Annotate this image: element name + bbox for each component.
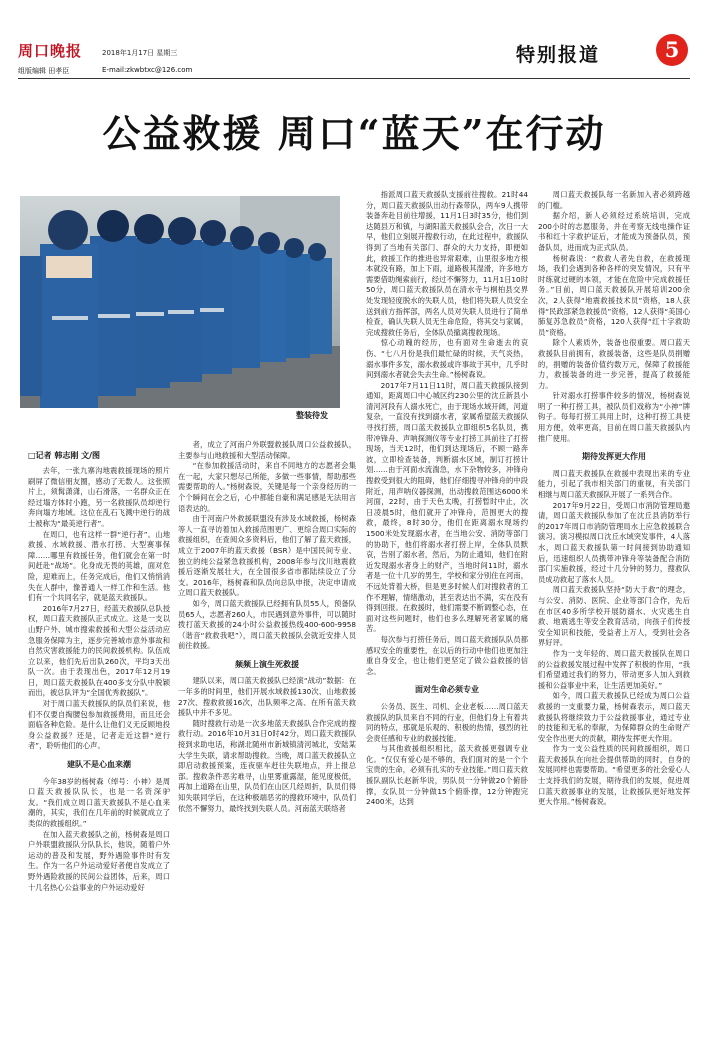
paragraph: 2016年7月27日，经蓝天救援队总队授权，周口蓝天救援队正式成立。这是一支以山野户外、城市搜索救援和大型公益活动应急服务保障为主，逐步完善城市意外事故和自然灾害救援能力的民间救援机构。队伍成立以来，他们先后出队260次，平均3天出队一次。由于表现出色，2017年12月19日，周口蓝天救援队在400多支分队中脱颖而出，被总队评为“全国优秀救援队”。 bbox=[28, 603, 170, 698]
paragraph: 在加入蓝天救援队之前，杨树森是周口户外联盟救援队分队队长，他说，随着户外运动的普及和发展，野外遇险事件时有发生。作为一名户外运动爱好者便自发成立了野外遇险救援的民间公益团体，后来，周口十几名热心公益事业的户外运动爱好 bbox=[28, 829, 170, 892]
paragraph: 在周口，也有这样一群“逆行者”。山地救援、水域救援、潜水打捞、大型赛事保障……哪里有救援任务，他们就会在第一时间赶赴“战场”。化身成无畏的英雄，面对危险，迎难而上，任务完成后，他们又悄悄消失在人群中，像普通人一样工作和生活。他们有一个共同名字，就是蓝天救援队。 bbox=[28, 529, 170, 603]
paragraph: 据介绍，新人必须经过系统培训，完成200小时的志愿服务，并在考察无线电操作证书和红十字救护证后，才能成为预备队员，预备队员，进而成为正式队员。 bbox=[538, 211, 690, 252]
paragraph: 指派周口蓝天救援队支援前往搜救。21时44分，周口蓝天救援队出动行森带队，两车9人携带装备奔赴目前往增援，11月1日3时35分，他们到达随县万和镇，与湖阳蓝天救援队会合，次日一大早，他们立刻展开搜救行动，在此过程中，救援队得到了当地有关部门、群众的大力支持，即便如此，救援工作的推进也异常艰难，山里很多地方根本就没有路，加上下雨，道路极其湿滑，许多地方需要借助绳索前行，经过不懈努力，11月1日10时50分，周口蓝天救援队员在清水寺与桐柏县交界处发现轻度脱水的失联人员，他们将失联人员安全送到前方指挥部，两名人员对失联人员进行了简单检查，确认失联人员无生命危险，将其交与家属，完成搜救任务后，全体队员撤离搜救现场。 bbox=[366, 190, 528, 337]
subheading: 期待发挥更大作用 bbox=[582, 452, 646, 462]
subheading: 建队不是心血来潮 bbox=[67, 760, 131, 770]
editor-email: E-mail:zkwbtxc@126.com bbox=[102, 66, 193, 74]
paragraph: 公务员、医生、司机、企业老板……周口蓝天救援队的队员来自不同的行业，但他们身上有着共同的特点，那就是乐观的、积极的热情，强烈的社会责任感和专业的救援技能。 bbox=[366, 701, 528, 743]
rescue-team-photo bbox=[20, 196, 340, 408]
paragraph: 今年38岁的杨树森（绰号：小神）是周口蓝天救援队队长，也是一名资深驴友。“我们成立周口蓝天救援队不是心血来潮的，其实，我们在几年前的时候就成立了类似的救援组织。” bbox=[28, 776, 170, 828]
paragraph: 作为一支公益性质的民间救援组织，周口蓝天救援队在向社会提供帮助的同时，自身的发展同样也需要帮助。“希望更多的社会爱心人士支持我们的发展，期待我们的发展，促进周口蓝天救援事业的发展，让救援队更好地发挥更大作用。”杨树森说。 bbox=[538, 744, 690, 807]
paragraph: 与其他救援组织相比，蓝天救援更强调专业化。“仅仅有爱心是不够的，我们面对的是一个个宝贵的生命，必须有扎实的专业技能。”周口蓝天救援队副队长赵新华说，男队员一分钟做20个俯卧撑，女队员一分钟做15个俯卧撑，12分钟跑完2400米，达到 bbox=[366, 744, 528, 807]
article-column-4 bbox=[538, 190, 690, 1042]
byline: □记者 韩志刚 文/图 bbox=[28, 451, 101, 460]
newspaper-logo: 周口晚报 bbox=[18, 42, 83, 60]
paragraph: 如今，周口蓝天救援队已经拥有队员55人，预备队员65人，志愿者260人，市民遇到意外事件，可以随时拨打蓝天救援的24小时公益救援热线400-600-9958（谐音“救救我吧”），周口蓝天救援队会就近安排人员前往救援。 bbox=[178, 598, 356, 651]
paragraph: 除个人素质外，装备也很重要。周口蓝天救援队目前拥有，救援装备，这些是队员捐赠的，捐赠的装备价值约数万元，保障了救援能力，救援装备的进一步完善，提高了救援能力。 bbox=[538, 338, 690, 390]
issue-date: 2018年1月17日 星期三 bbox=[102, 49, 178, 57]
page-number-badge: 5 bbox=[656, 34, 688, 66]
paragraph: 惊心动魄的经历，也有面对生命逝去的哀伤、“七八月份是我们最忙碌的时候，天气炎热，溺水事件多发，溺水救援或许事故于其中，几乎时间到溺水者就会失去生命。”杨树森说。 bbox=[366, 338, 528, 380]
article-column-3 bbox=[366, 190, 528, 1042]
paragraph: 针对溺水打捞事件较多的情况，杨树森说明了一种打捞工具，被队员们戏称为“小神”牌钩子。每每打捞工具用上时，这种打捞工具使用方便，效率更高，目前在周口蓝天救援队内推广使用。 bbox=[538, 391, 690, 443]
paragraph: 者，成立了河南户外联盟救援队周口公益救援队，主要参与山地救援和大型活动保障。 bbox=[178, 440, 356, 460]
section-title: 特别报道 bbox=[516, 44, 601, 66]
paragraph: 周口蓝天救援队坚持“防大于救”的理念，与公安、消防、医院、企业等部门合作，先后在市区40多所学校开展防溺水、火灾逃生自救、地震逃生等安全教育活动，向孩子们传授安全知识和技能，受益者上万人，受到社会各界好评。 bbox=[538, 585, 690, 648]
paragraph: 2017年9月22日，受周口市消防管理局邀请，周口蓝天救援队参加了在沈丘县消防举行的2017年周口市消防管理局水上应急救援联合演习。演习模拟周口沈丘水域突发事件，4人落水，周口蓝天救援队第一时间接到协助通知后，迅速组织人员携带冲锋舟等装备配合消防部门实施救援，经过十几分钟的努力，搜救队员成功救起了落水人员。 bbox=[538, 500, 690, 584]
paragraph: 如今，周口蓝天救援队已经成为周口公益救援的一支重要力量，杨树森表示，周口蓝天救援队将继续致力于公益救援事业，通过专业的技能和无私的奉献，为保障群众的生命财产安全作出更大的贡献，期待发挥更大作用。 bbox=[538, 691, 690, 743]
paragraph: 周口蓝天救援队在救援中表现出来的专业能力，引起了我市相关部门的重视，有关部门相继与周口蓝天救援队开展了一系列合作。 bbox=[538, 468, 690, 500]
paragraph: 由于河南户外救援联盟没有涉及水域救援，杨树森等人一直寻访着加入救援范围更广、更综合周口实际的救援组织，在查阅众多资料后，他们了解了蓝天救援，成立于2007年的蓝天救援（BSR）是中国民间专业、独立的纯公益紧急救援机构，2008年参与汶川地震救援后逐渐发展壮大，在全国很多省市都陆续设立了分支。2016年，杨树森和队员向总队申报，决定申请成立周口蓝天救援队。 bbox=[178, 514, 356, 598]
paragraph: 2017年7月11日11时，周口蓝天救援队接到通知，距离周口中心城区约230公里的沈丘新县小清河河段有人溺水死亡，由于现场水域开阔，河道复杂，一直没有找到溺水者，家属希望蓝天救援队寻找打捞，周口蓝天救援队立即组织5名队员，携带冲锋舟、声呐探测仪等专业打捞工具前往了打捞现场，当天12时，他们到达现场后，不顾一路奔波，立即检查装备，判断溺水区域，制订打捞计划……由于河面水流湍急，水下杂物较多，冲锋舟搜救受到很大的阻碍，他们仔细搜寻冲锋舟的中段附近，用声呐仪器探测，出动搜救范围达6000米河面，22时，由于天色太晚，打捞暂时中止，次日凌晨5时，他们就开了冲锋舟，范围更大的搜救，最终，8时30分，他们在距离溺水现场约1500米处发现溺水者，在当地公安、消防等部门的协助下，他们将溺水者打捞上岸，全体队员默哀，告别了溺水者，然后，为防止通知，他们在附近发现溺水者身上的财产，当地时间11时，溺水者是一位十几岁的男生，学校和家分别住在河南，不远处背着大桥，但是更多时候人们对搜救者的工作不理解，情绪激动，甚至表达出不满，实在没有得到回报。在救援时，他们需要不断调整心态，在面对这些问题时，他们也多么理解死者家属的痛苦。 bbox=[366, 380, 528, 634]
paragraph: 去年，一张九寨沟地震救援现场的照片刷屏了微信朋友圈，感动了无数人。这张照片上，须髯潇潇，山石滑落，一名群众正在经过塌方体时小跑，另一名救援队员却逆行奔向塌方地域。这位在乱石飞溅中逆行的战士被称为“最美逆行者”。 bbox=[28, 466, 170, 528]
subheading: 频频上演生死救援 bbox=[235, 659, 299, 669]
paragraph: 杨树森说：“救救人者先自救，在救援现场，我们会遇到各种各样的突发情况，只有平时练就过硬的本领，才能在危险中完成救援任务。”目前，周口蓝天救援队开展培训200余次，2人获得“地震救援技术员”资格，18人获得“民政部紧急救援员”资格，12人获得“美国心肺复苏急救员”资格，120人获得“红十字救助员”资格。 bbox=[538, 253, 690, 337]
editor-credit: 组版编辑 田孝臣 bbox=[18, 67, 70, 75]
paragraph: 作为一支年轻的、周口蓝天救援队在周口的公益救援发展过程中发挥了积极的作用，“我们希望通过我们的努力，带动更多人加入到救援和公益事业中来，让生活更加美好。” bbox=[538, 648, 690, 690]
photo-caption: 整装待发 bbox=[296, 411, 328, 420]
subheading: 面对生命必须专业 bbox=[415, 685, 479, 695]
paragraph: “在参加救援活动时，来自不同地方的志愿者会集在一起，大家只想尽己所能，多做一些事情，帮助那些需要帮助的人。”杨树森说，关键是每一个亲身经历的一个个瞬间在会之后，心中都能自豪和满足感是无法用言语表达的。 bbox=[178, 461, 356, 513]
article-column-1 bbox=[28, 466, 170, 1042]
paragraph: 随时搜救行动是一次多地蓝天救援队合作完成的搜救行动。2016年10月31日0时42分，周口蓝天救援队接到求助电话，称湖北随州市新城镇清河城北，安陆某大学生失联，请求帮助搜救。当晚，周口蓝天救援队立即启动救援预案，连夜驱车赶往失联地点，并上报总部。搜救条件恶劣难寻，山里雾重露湿，能见度极低，再加上道路在山里，队员们在山区几经周折，队员们得知失联同学后，在这种极端恶劣的搜救环境中，队员们依然不懈努力，最终找到失联人员。河南蓝天联络者 bbox=[178, 718, 356, 813]
paragraph: 每次参与打捞任务后，周口蓝天救援队队员都感叹安全的重要性，在以后的行动中他们也更加注重自身安全，也让他们更坚定了做公益救援的信念。 bbox=[366, 634, 528, 676]
header-rule bbox=[18, 78, 690, 79]
paragraph: 对于周口蓝天救援队的队员们来说，他们不仅要自掏腰包参加救援费用，而且还会面临各种危险。是什么让他们义无反顾地投身公益救援？还是，记者走近这群“逆行者”，聆听他们的心声。 bbox=[28, 699, 170, 751]
article-column-2 bbox=[178, 440, 356, 1042]
paragraph: 建队以来，周口蓝天救援队已经演“战动”数据：在一年多的时间里，他们开展水域救援130次、山地救援27次、搜救救援16次，出队频率之高、在所有蓝天救援队中并不多见。 bbox=[178, 676, 356, 718]
page-headline: 公益救援 周口“蓝天”在行动 bbox=[102, 111, 606, 156]
paragraph: 周口蓝天救援队每一名新加入者必须跨越的门槛。 bbox=[538, 190, 690, 210]
